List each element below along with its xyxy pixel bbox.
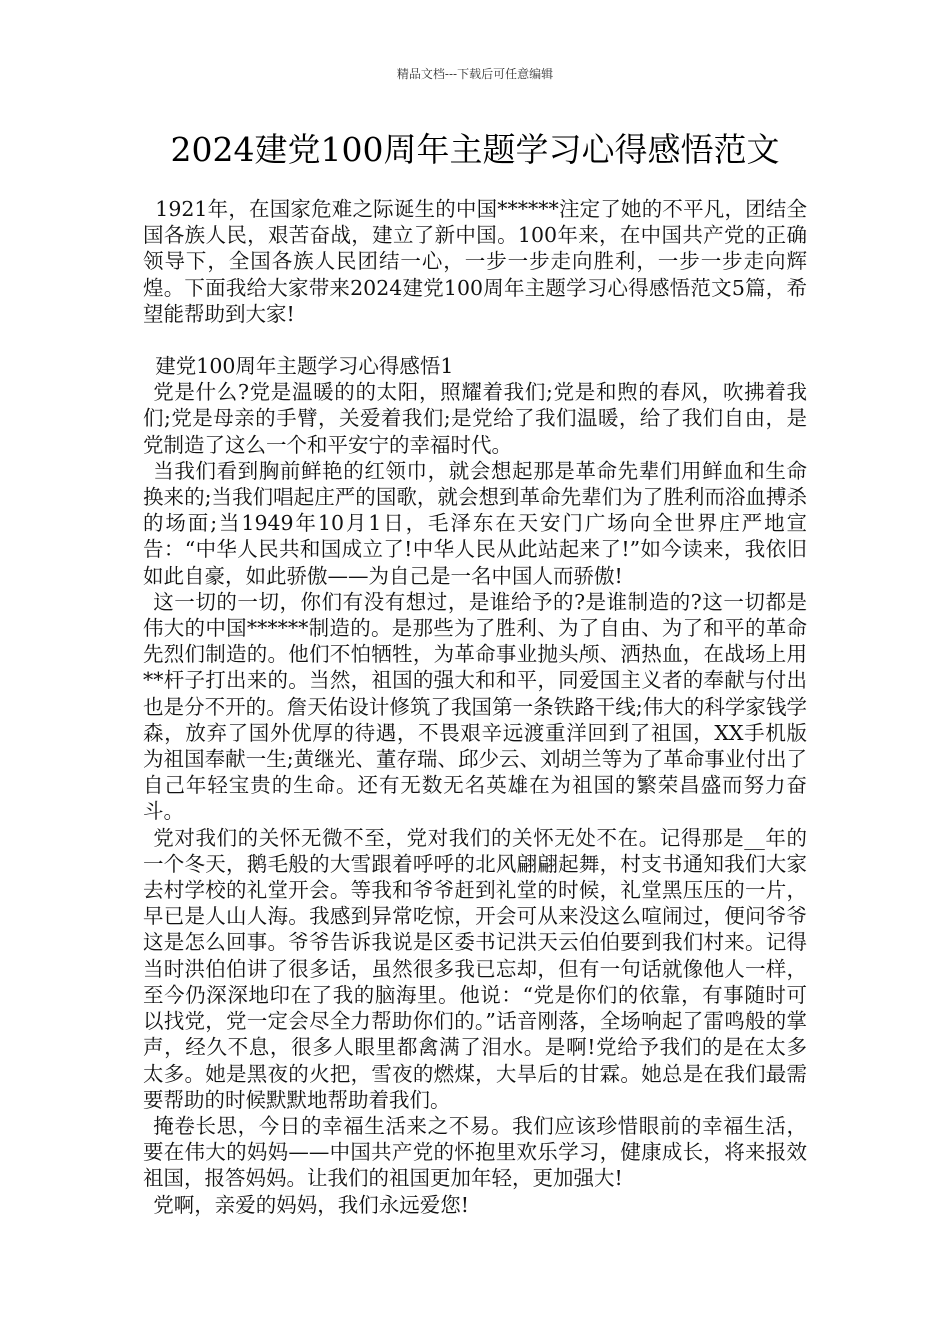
body-paragraph: 党啊，亲爱的妈妈，我们永远爱您! [153, 1192, 469, 1217]
paragraph-spacer [143, 327, 807, 353]
intro-paragraph: 1921年，在国家危难之际诞生的中国******注定了她的不平凡，团结全国各族人民，艰苦奋战，建立了新中国。100年来，在中国共产党的正确领导下，全国各族人民团结一心，一步一步走向胜利，一步一步走向辉煌。下面我给大家带来2024建党100周年主题学习心得感悟范文5篇，希望能帮助到大家! [143, 197, 807, 326]
page-title: 2024建党100周年主题学习心得感悟范文 [170, 130, 780, 169]
section-heading: 建党100周年主题学习心得感悟1 [155, 354, 454, 379]
page-header-note: 精品文档---下载后可任意编辑 [396, 67, 554, 81]
body-paragraph: 当我们看到胸前鲜艳的红领巾，就会想起那是革命先辈们用鲜血和生命换来的;当我们唱起庄严的国歌，就会想到革命先辈们为了胜利而浴血搏杀的场面;当1949年10月1日，毛泽东在天安门广场向全世界庄严地宣告：“中华人民共和国成立了!中华人民从此站起来了!”如今读来，我依旧如此自豪，如此骄傲——为自己是一名中国人而骄傲! [143, 458, 807, 588]
document-body [143, 196, 807, 1218]
body-paragraph: 这一切的一切，你们有没有想过，是谁给予的?是谁制造的?这一切都是伟大的中国******制造的。是那些为了胜利、为了自由、为了和平的革命先烈们制造的。他们不怕牺牲，为革命事业抛头颅、洒热血，在战场上用**杆子打出来的。当然，祖国的强大和和平，同爱国主义者的奉献与付出也是分不开的。詹天佑设计修筑了我国第一条铁路干线;伟大的科学家钱学森，放弃了国外优厚的待遇，不畏艰辛远渡重洋回到了祖国，XX手机版为祖国奉献一生;黄继光、董存瑞、邱少云、刘胡兰等为了革命事业付出了自己年轻宝贵的生命。还有无数无名英雄在为祖国的繁荣昌盛而努力奋斗。 [143, 589, 807, 824]
body-paragraph: 党是什么?党是温暖的的太阳，照耀着我们;党是和煦的春风，吹拂着我们;党是母亲的手臂，关爱着我们;是党给了我们温暖，给了我们自由，是党制造了这么一个和平安宁的幸福时代。 [143, 380, 807, 457]
body-paragraph: 党对我们的关怀无微不至，党对我们的关怀无处不在。记得那是__年的一个冬天，鹅毛般的大雪跟着呼呼的北风翩翩起舞，村支书通知我们大家去村学校的礼堂开会。等我和爷爷赶到礼堂的时候，礼堂黑压压的一片，早已是人山人海。我感到异常吃惊，开会可从来没这么喧闹过，便问爷爷这是怎么回事。爷爷告诉我说是区委书记洪天云伯伯要到我们村来。记得当时洪伯伯讲了很多话，虽然很多我已忘却，但有一句话就像他人一样，至今仍深深地印在了我的脑海里。他说：“党是你们的依靠，有事随时可以找党，党一定会尽全力帮助你们的。”话音刚落，全场响起了雷鸣般的掌声，经久不息，很多人眼里都禽满了泪水。是啊!党给予我们的是在太多太多。她是黑夜的火把，雪夜的燃煤，大旱后的甘霖。她总是在我们最需要帮助的时候默默地帮助着我们。 [143, 825, 807, 1112]
body-paragraph: 掩卷长思，今日的幸福生活来之不易。我们应该珍惜眼前的幸福生活，要在伟大的妈妈——中国共产党的怀抱里欢乐学习，健康成长，将来报效祖国，报答妈妈。让我们的祖国更加年轻，更加强大! [143, 1113, 807, 1191]
